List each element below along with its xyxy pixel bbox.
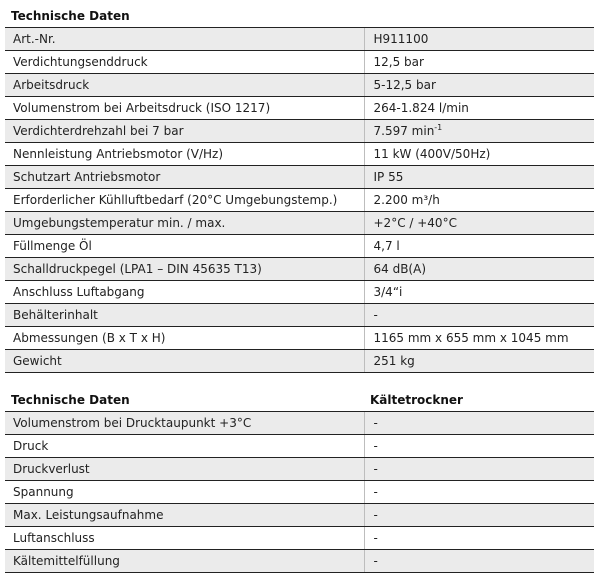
spec-value <box>364 326 594 349</box>
table-row <box>5 211 594 234</box>
spec-value <box>364 303 594 326</box>
spec-label: Abmessungen (B x T x H) <box>5 326 364 349</box>
table-row <box>5 96 594 119</box>
table-row <box>5 349 594 372</box>
table-row <box>5 165 594 188</box>
spec-label: Max. Leistungsaufnahme <box>5 503 364 526</box>
table-row <box>5 434 594 457</box>
spec-value <box>364 503 594 526</box>
spec-value <box>364 280 594 303</box>
spec-value-text: 251 kg <box>373 353 415 368</box>
table-row <box>5 50 594 73</box>
table-row <box>5 188 594 211</box>
spec-label: Druckverlust <box>5 457 364 480</box>
table-body <box>5 27 594 372</box>
spec-label: Gewicht <box>5 349 364 372</box>
spec-value <box>364 549 594 572</box>
spec-value-text: - <box>373 438 378 453</box>
table-row <box>5 280 594 303</box>
spec-value-text: - <box>373 484 378 499</box>
spec-value <box>364 349 594 372</box>
table-row <box>5 480 594 503</box>
spec-label: Volumenstrom bei Drucktaupunkt +3°C <box>5 411 364 434</box>
table-body <box>5 411 594 572</box>
spec-value-text: 12,5 bar <box>373 54 424 69</box>
spec-label: Behälterinhalt <box>5 303 364 326</box>
spec-value-text: 11 kW (400V/50Hz) <box>373 146 491 161</box>
spec-value-text: 2.200 m³/h <box>373 192 440 207</box>
kaeltetrockner-table <box>5 389 594 573</box>
spec-label: Verdichtungsenddruck <box>5 50 364 73</box>
spec-value-exponent: -1 <box>434 122 443 132</box>
spec-label: Nennleistung Antriebsmotor (V/Hz) <box>5 142 364 165</box>
spec-value-text: - <box>373 530 378 545</box>
table-row <box>5 503 594 526</box>
spec-value-text: 3/4“i <box>373 284 403 299</box>
spec-value-text: 4,7 l <box>373 238 400 253</box>
table-row <box>5 27 594 50</box>
table-header-label: Technische Daten <box>5 389 364 411</box>
table-row <box>5 411 594 434</box>
spec-label: Volumenstrom bei Arbeitsdruck (ISO 1217) <box>5 96 364 119</box>
spec-value-text: H911100 <box>373 31 429 46</box>
table-header-row <box>5 5 594 27</box>
table-header-value <box>364 5 594 27</box>
spec-label: Verdichterdrehzahl bei 7 bar <box>5 119 364 142</box>
spec-value-text: 7.597 min <box>373 123 435 138</box>
spec-label: Umgebungstemperatur min. / max. <box>5 211 364 234</box>
spec-value-text: 264-1.824 l/min <box>373 100 469 115</box>
spec-value <box>364 188 594 211</box>
table-row <box>5 142 594 165</box>
spec-value <box>364 211 594 234</box>
spec-label: Luftanschluss <box>5 526 364 549</box>
table-row <box>5 457 594 480</box>
spec-value <box>364 411 594 434</box>
table-row <box>5 303 594 326</box>
spec-value-text: - <box>373 553 378 568</box>
table-row <box>5 73 594 96</box>
spec-value <box>364 50 594 73</box>
table-row <box>5 234 594 257</box>
spec-value-text: 64 dB(A) <box>373 261 427 276</box>
table-header-value: Kältetrockner <box>364 389 594 411</box>
table-row <box>5 119 594 142</box>
spec-label: Arbeitsdruck <box>5 73 364 96</box>
spec-value <box>364 457 594 480</box>
spec-value <box>364 27 594 50</box>
spec-label: Erforderlicher Kühlluftbedarf (20°C Umgebungstemp.) <box>5 188 364 211</box>
spec-value-text: 1165 mm x 655 mm x 1045 mm <box>373 330 569 345</box>
spec-label: Anschluss Luftabgang <box>5 280 364 303</box>
spec-label: Druck <box>5 434 364 457</box>
spec-value-text: +2°C / +40°C <box>373 215 457 230</box>
spec-value <box>364 165 594 188</box>
spec-label: Spannung <box>5 480 364 503</box>
spec-value <box>364 142 594 165</box>
spec-value <box>364 119 594 142</box>
spec-value <box>364 434 594 457</box>
spec-label: Füllmenge Öl <box>5 234 364 257</box>
technische-daten-table <box>5 5 594 373</box>
table-header-label: Technische Daten <box>5 5 364 27</box>
spec-value <box>364 73 594 96</box>
spec-value <box>364 96 594 119</box>
spec-label: Schutzart Antriebsmotor <box>5 165 364 188</box>
spec-value <box>364 234 594 257</box>
spec-label: Kältemittelfüllung <box>5 549 364 572</box>
spec-value-text: 5-12,5 bar <box>373 77 436 92</box>
spec-value-text: IP 55 <box>373 169 404 184</box>
table-header-row <box>5 389 594 411</box>
spec-value <box>364 526 594 549</box>
table-row <box>5 326 594 349</box>
spec-value-text: - <box>373 415 378 430</box>
table-row <box>5 526 594 549</box>
table-row <box>5 257 594 280</box>
spec-value-text: - <box>373 461 378 476</box>
spec-value <box>364 257 594 280</box>
spec-value-text: - <box>373 307 378 322</box>
spec-value <box>364 480 594 503</box>
spec-label: Schalldruckpegel (LPA1 – DIN 45635 T13) <box>5 257 364 280</box>
table-row <box>5 549 594 572</box>
spec-label: Art.-Nr. <box>5 27 364 50</box>
spec-value-text: - <box>373 507 378 522</box>
